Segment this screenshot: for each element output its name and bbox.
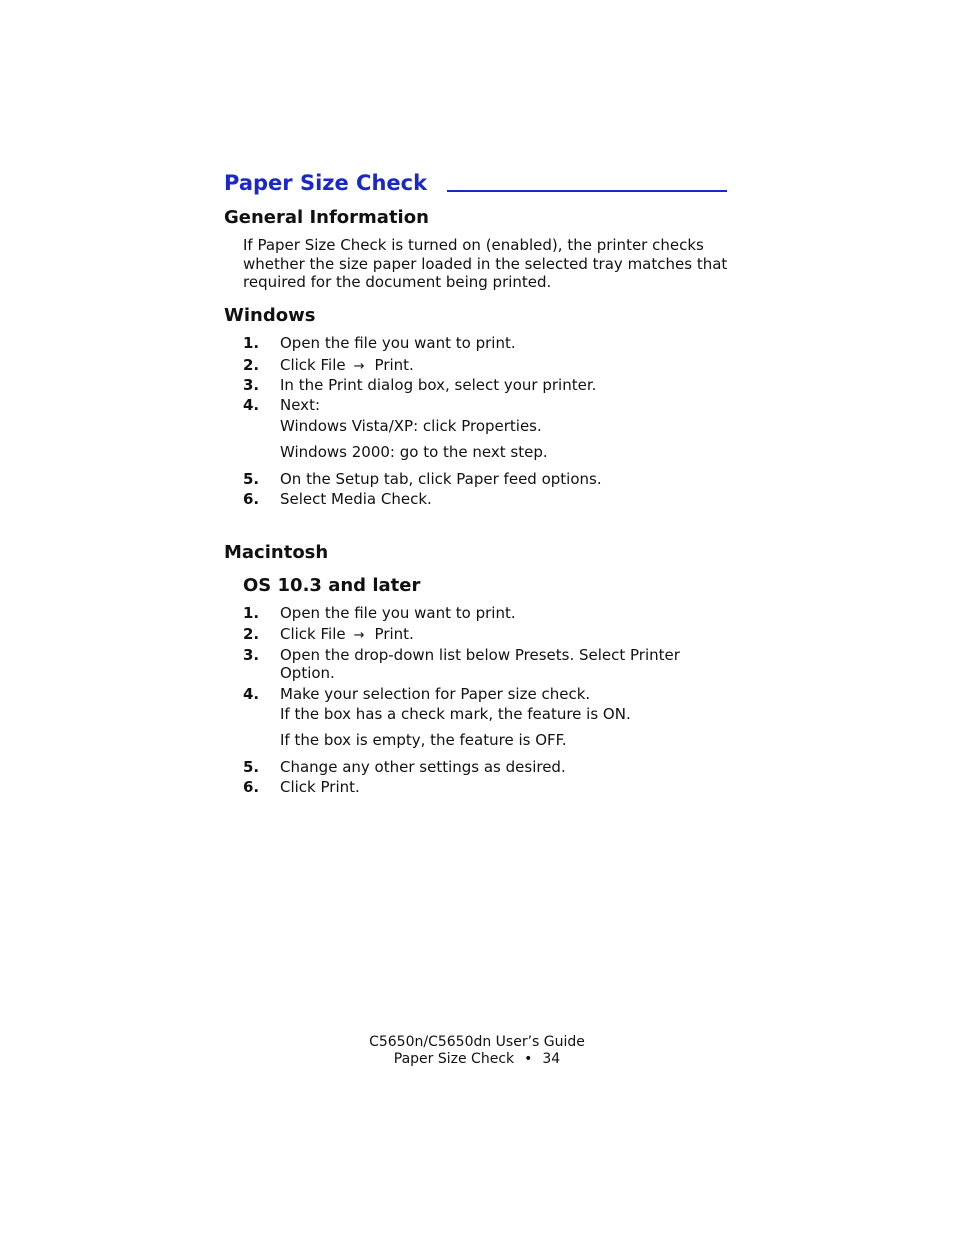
mac-step-4-subline-1: If the box has a check mark, the feature is ON. — [280, 705, 631, 723]
step-number: 2. — [243, 356, 260, 374]
step-text-before: Click File — [280, 625, 346, 643]
arrow-right-icon: → — [353, 628, 365, 643]
step-number: 3. — [243, 376, 260, 394]
step-text-after: Print. — [374, 356, 414, 374]
os-version-subheading: OS 10.3 and later — [243, 575, 421, 596]
step-text: Click Print. — [280, 778, 360, 796]
mac-step-6 — [243, 778, 733, 796]
step-text: Open the file you want to print. — [280, 334, 516, 352]
page-title: Paper Size Check — [224, 171, 428, 195]
windows-heading: Windows — [224, 305, 316, 326]
step-number: 2. — [243, 625, 260, 643]
step-text: Next: — [280, 396, 320, 414]
mac-step-4 — [243, 685, 733, 703]
step-text: Select Media Check. — [280, 490, 432, 508]
step-text — [280, 625, 720, 645]
step-text: On the Setup tab, click Paper feed options. — [280, 470, 602, 488]
footer-section: Paper Size Check — [393, 1051, 515, 1067]
footer-page-info — [0, 1050, 954, 1068]
step-number: 1. — [243, 604, 260, 622]
title-rule — [447, 190, 727, 192]
step-number: 4. — [243, 685, 260, 703]
footer-guide-title: C5650n/C5650dn User’s Guide — [369, 1034, 585, 1050]
step-text — [280, 356, 720, 376]
step-number: 1. — [243, 334, 260, 352]
page-number: 34 — [542, 1051, 561, 1067]
step-text: Open the file you want to print. — [280, 604, 516, 622]
step-number: 5. — [243, 758, 260, 776]
windows-step-4-subline-2: Windows 2000: go to the next step. — [280, 443, 548, 461]
windows-step-1 — [243, 334, 733, 352]
bullet-icon: • — [524, 1051, 533, 1067]
mac-step-1 — [243, 604, 733, 622]
step-text-after: Print. — [374, 625, 414, 643]
step-number: 4. — [243, 396, 260, 414]
mac-step-3 — [243, 646, 733, 682]
general-information-heading: General Information — [224, 207, 429, 228]
windows-step-4 — [243, 396, 733, 414]
step-text: Change any other settings as desired. — [280, 758, 566, 776]
step-number: 5. — [243, 470, 260, 488]
windows-step-3 — [243, 376, 733, 394]
macintosh-heading: Macintosh — [224, 542, 329, 563]
windows-step-2 — [243, 356, 733, 376]
mac-step-4-subline-2: If the box is empty, the feature is OFF. — [280, 731, 567, 749]
mac-step-5 — [243, 758, 733, 776]
windows-step-5 — [243, 470, 733, 488]
general-information-body: If Paper Size Check is turned on (enabled), the printer checks whether the size paper loaded in the selected tray matches that required for the document being printed. — [243, 236, 728, 291]
windows-step-6 — [243, 490, 733, 508]
step-number: 6. — [243, 778, 260, 796]
step-text-before: Click File — [280, 356, 346, 374]
mac-step-2 — [243, 625, 733, 645]
arrow-right-icon: → — [353, 359, 365, 374]
step-text: In the Print dialog box, select your printer. — [280, 376, 597, 394]
step-text: Open the drop-down list below Presets. Select Printer Option. — [280, 646, 680, 682]
step-number: 6. — [243, 490, 260, 508]
step-number: 3. — [243, 646, 260, 664]
windows-step-4-subline-1: Windows Vista/XP: click Properties. — [280, 417, 542, 435]
step-text: Make your selection for Paper size check. — [280, 685, 591, 703]
